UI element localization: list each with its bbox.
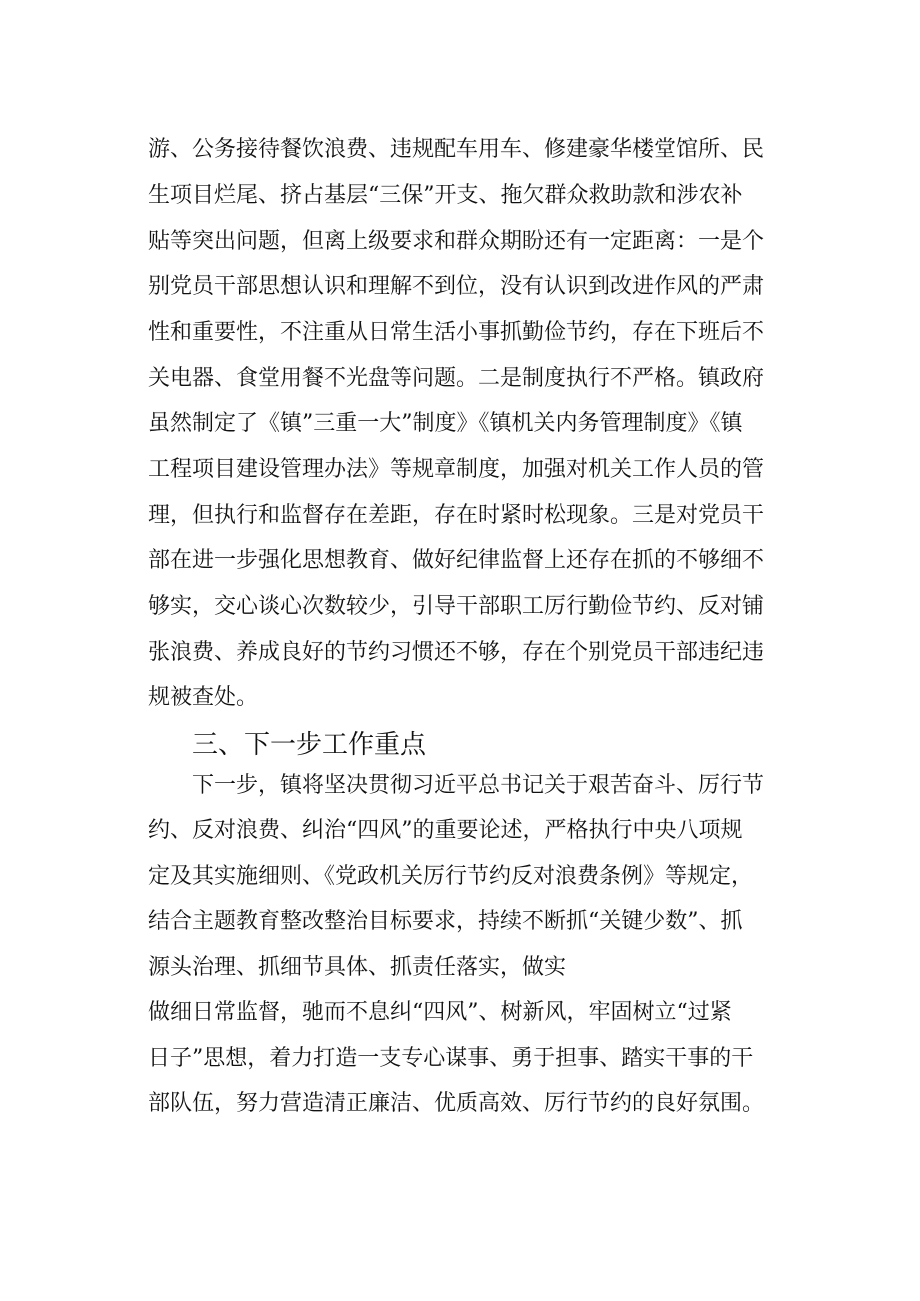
paragraph-line: 定及其实施细则、《党政机关厉行节约反对浪费条例》等规定， — [148, 864, 754, 889]
section-heading: 三、下一步工作重点 — [192, 730, 427, 760]
paragraph-line: 下一步，镇将坚决贯彻习近平总书记关于艰苦奋斗、厉行节 — [192, 773, 765, 798]
paragraph-line: 生项目烂尾、挤占基层“三保”开支、拖欠群众救助款和涉农补 — [148, 183, 743, 208]
paragraph-line: 够实，交心谈心次数较少，引导干部职工厉行勤俭节约、反对铺 — [148, 594, 765, 619]
paragraph-line: 虽然制定了《镇”三重一大”制度》《镇机关内务管理制度》《镇 — [148, 411, 743, 436]
paragraph-line: 约、反对浪费、纠治“四风”的重要论述，严格执行中央八项规 — [148, 818, 743, 843]
paragraph-line: 部队伍，努力营造清正廉洁、优质高效、厉行节约的良好氛围。 — [148, 1091, 765, 1116]
paragraph-line: 结合主题教育整改整治目标要求，持续不断抓“关键少数”、抓 — [148, 909, 743, 934]
paragraph-line: 日子”思想，着力打造一支专心谋事、勇于担事、踏实干事的干 — [148, 1046, 754, 1071]
paragraph-line: 理，但执行和监督存在差距，存在时紧时松现象。三是对党员干 — [148, 503, 765, 528]
paragraph-line: 别党员干部思想认识和理解不到位，没有认识到改进作风的严肃 — [148, 274, 765, 299]
paragraph-line: 贴等突出问题，但离上级要求和群众期盼还有一定距离：一是个 — [148, 229, 765, 254]
paragraph-line: 规被查处。 — [148, 685, 259, 710]
paragraph-line: 关电器、食堂用餐不光盘等问题。二是制度执行不严格。镇政府 — [148, 366, 765, 391]
paragraph-line: 游、公务接待餐饮浪费、违规配车用车、修建豪华楼堂馆所、民 — [148, 137, 765, 162]
paragraph-line: 性和重要性，不注重从日常生活小事抓勤俭节约，存在下班后不 — [148, 320, 765, 345]
paragraph-line: 源头治理、抓细节具体、抓责任落实，做实 — [148, 955, 567, 980]
paragraph-line: 张浪费、养成良好的节约习惯还不够，存在个别党员干部违纪违 — [148, 640, 765, 665]
paragraph-line: 做细日常监督，驰而不息纠“四风”、树新风，牢固树立“过紧 — [148, 1000, 732, 1025]
paragraph-line: 工程项目建设管理办法》等规章制度，加强对机关工作人员的管 — [148, 457, 765, 482]
paragraph-line: 部在进一步强化思想教育、做好纪律监督上还存在抓的不够细不 — [148, 548, 765, 573]
